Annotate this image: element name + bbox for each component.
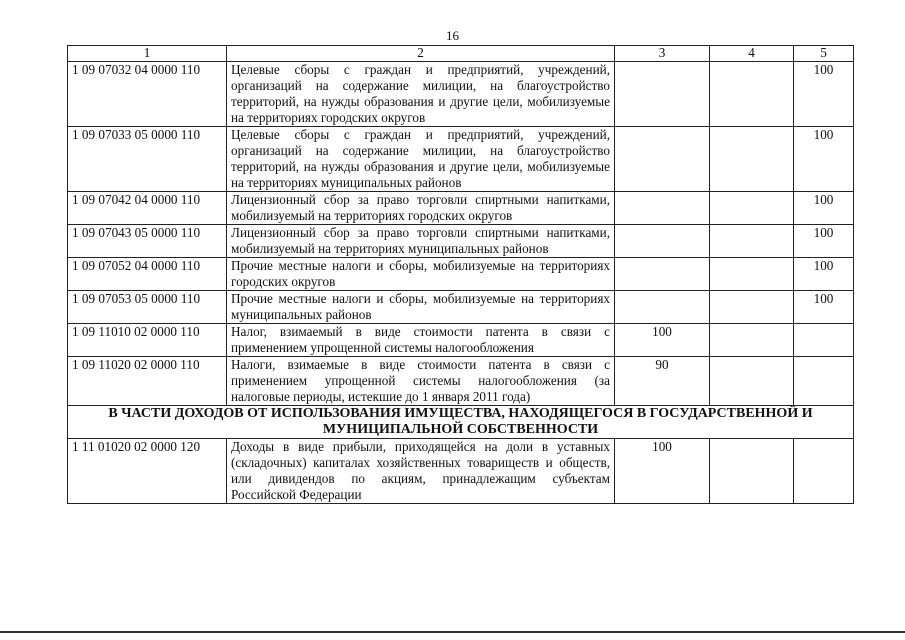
row-col5-value: 100: [794, 225, 854, 258]
row-col5-value: 100: [794, 258, 854, 291]
table-row: [68, 225, 854, 258]
row-code: 1 09 07052 04 0000 110: [68, 258, 227, 291]
row-col3-value: 90: [615, 357, 710, 406]
row-col3-value: [615, 258, 710, 291]
revenue-table: [67, 45, 854, 504]
column-header-4: 4: [710, 46, 794, 62]
page-number: 16: [446, 28, 459, 43]
row-col5-value: 100: [794, 192, 854, 225]
row-col4-value: [710, 357, 794, 406]
table-row: [68, 291, 854, 324]
row-col3-value: [615, 225, 710, 258]
table-header-row: [68, 46, 854, 62]
row-col4-value: [710, 225, 794, 258]
row-col5-value: 100: [794, 127, 854, 192]
row-col3-value: [615, 291, 710, 324]
row-description: Доходы в виде прибыли, приходящейся на доли в уставных (складочных) капиталах хозяйственных товариществ и обществ, или дивидендов по акциям, принадлежащим субъектам Российской Федерации: [227, 439, 615, 504]
column-header-3: 3: [615, 46, 710, 62]
row-col3-value: [615, 127, 710, 192]
page-bottom-rule: [0, 631, 905, 633]
column-header-1: 1: [68, 46, 227, 62]
row-code: 1 09 07043 05 0000 110: [68, 225, 227, 258]
table-row: [68, 258, 854, 291]
row-col4-value: [710, 439, 794, 504]
row-description: Прочие местные налоги и сборы, мобилизуемые на территориях городских округов: [227, 258, 615, 291]
row-col3-value: [615, 62, 710, 127]
table-row: [68, 192, 854, 225]
row-description: Налоги, взимаемые в виде стоимости патента в связи с применением упрощенной системы налогообложения (за налоговые периоды, истекшие до 1 января 2011 года): [227, 357, 615, 406]
row-col4-value: [710, 127, 794, 192]
table-row: [68, 127, 854, 192]
row-code: 1 09 11010 02 0000 110: [68, 324, 227, 357]
row-code: 1 11 01020 02 0000 120: [68, 439, 227, 504]
row-description: Лицензионный сбор за право торговли спиртными напитками, мобилизуемый на территориях городских округов: [227, 192, 615, 225]
column-header-2: 2: [227, 46, 615, 62]
row-col4-value: [710, 291, 794, 324]
row-col5-value: [794, 439, 854, 504]
row-description: Целевые сборы с граждан и предприятий, учреждений, организаций на содержание милиции, на благоустройство территорий, на нужды образования и другие цели, мобилизуемые на территориях муниципальных районов: [227, 127, 615, 192]
row-col5-value: 100: [794, 62, 854, 127]
section-header-row: [68, 406, 854, 439]
row-code: 1 09 07042 04 0000 110: [68, 192, 227, 225]
column-header-5: 5: [794, 46, 854, 62]
row-code: 1 09 07053 05 0000 110: [68, 291, 227, 324]
section-title: В ЧАСТИ ДОХОДОВ ОТ ИСПОЛЬЗОВАНИЯ ИМУЩЕСТВА, НАХОДЯЩЕГОСЯ В ГОСУДАРСТВЕННОЙ И МУНИЦИПАЛЬНОЙ СОБСТВЕННОСТИ: [68, 406, 854, 439]
row-col3-value: [615, 192, 710, 225]
row-col5-value: 100: [794, 291, 854, 324]
row-code: 1 09 07033 05 0000 110: [68, 127, 227, 192]
row-col4-value: [710, 192, 794, 225]
row-code: 1 09 11020 02 0000 110: [68, 357, 227, 406]
row-code: 1 09 07032 04 0000 110: [68, 62, 227, 127]
row-col4-value: [710, 324, 794, 357]
table-row: [68, 62, 854, 127]
row-description: Лицензионный сбор за право торговли спиртными напитками, мобилизуемый на территориях муниципальных районов: [227, 225, 615, 258]
table-row: [68, 324, 854, 357]
row-col5-value: [794, 324, 854, 357]
row-col5-value: [794, 357, 854, 406]
row-description: Прочие местные налоги и сборы, мобилизуемые на территориях муниципальных районов: [227, 291, 615, 324]
row-col4-value: [710, 258, 794, 291]
row-description: Налог, взимаемый в виде стоимости патента в связи с применением упрощенной системы налогообложения: [227, 324, 615, 357]
row-col3-value: 100: [615, 324, 710, 357]
row-col3-value: 100: [615, 439, 710, 504]
row-col4-value: [710, 62, 794, 127]
table-row: [68, 439, 854, 504]
table-row: [68, 357, 854, 406]
row-description: Целевые сборы с граждан и предприятий, учреждений, организаций на содержание милиции, на благоустройство территорий, на нужды образования и другие цели, мобилизуемые на территориях городских округов: [227, 62, 615, 127]
